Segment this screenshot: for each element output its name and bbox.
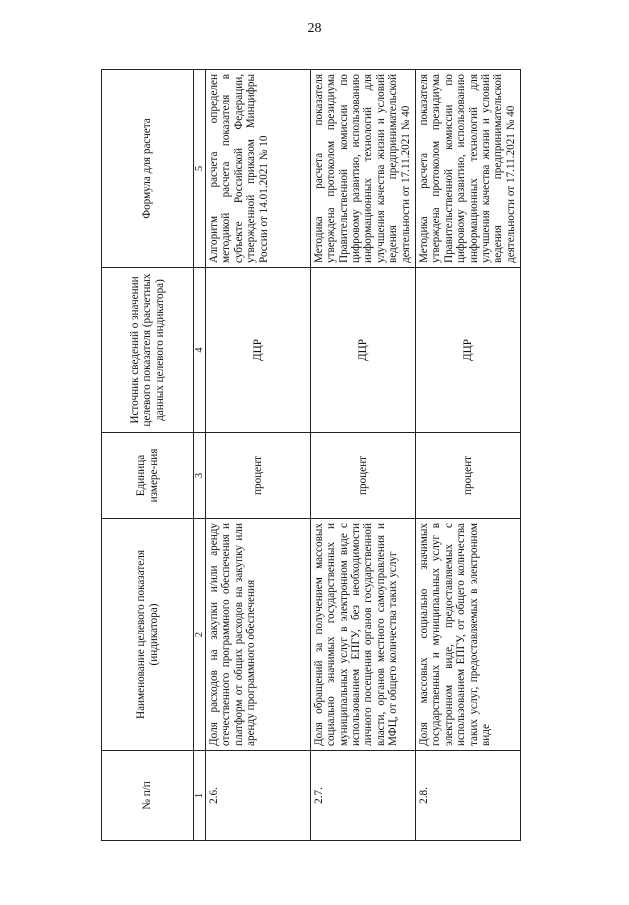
- table-header-row: [102, 70, 194, 841]
- header-source: Источник сведений о значении целевого показателя (расчетных данных целевого индикатора): [102, 268, 194, 433]
- row-number: 2.8.: [415, 751, 520, 841]
- row-number: 2.6.: [206, 751, 311, 841]
- formula-cell: Алгоритм расчета определен методикой расчета показателя в субъекте Российской Федерации, утвержденной приказом Минцифры России от 14.01.2021 № 10: [206, 70, 311, 268]
- indicator-name: Доля расходов на закупки и/или аренду отечественного программного обеспечения и платформ от общих расходов на закупку или аренду программного обеспечения: [206, 519, 311, 751]
- column-number: 4: [194, 268, 206, 433]
- table-row: [310, 70, 415, 841]
- formula-cell: Методика расчета показателя утверждена протоколом президиума Правительственной комиссии по цифровому развитию, использованию информационных технологий для улучшения качества жизни и условий ведения предпринимательской деятельности от 17.11.2021 № 40: [415, 70, 520, 268]
- header-formula: Формула для расчета: [102, 70, 194, 268]
- header-unit: Единица измере-ния: [102, 433, 194, 519]
- page-number: 28: [307, 21, 322, 36]
- header-num: № п/п: [102, 751, 194, 841]
- unit-cell: процент: [310, 433, 415, 519]
- source-cell: ДЦР: [206, 268, 311, 433]
- unit-cell: процент: [415, 433, 520, 519]
- table-row: [415, 70, 520, 841]
- column-number: 2: [194, 519, 206, 751]
- unit-cell: процент: [206, 433, 311, 519]
- column-number: 1: [194, 751, 206, 841]
- table-row: [206, 70, 311, 841]
- rotated-table-container: [101, 70, 521, 841]
- column-number: 5: [194, 70, 206, 268]
- indicator-name: Доля обращений за получением массовых социально значимых государственных и муниципальных услуг в электронном виде с использованием ЕПГУ, без необходимости личного посещения органов государственной власти, органов местного самоуправления и МФЦ, от общего количества таких услуг: [310, 519, 415, 751]
- indicator-name: Доля массовых социально значимых государственных и муниципальных услуг в электронном виде, предоставляемых с использованием ЕПГУ, от общего количества таких услуг, предоставляемых в электронном виде: [415, 519, 520, 751]
- source-cell: ДЦР: [415, 268, 520, 433]
- source-cell: ДЦР: [310, 268, 415, 433]
- indicator-table: [101, 69, 521, 841]
- header-name: Наименование целевого показателя (индикатора): [102, 519, 194, 751]
- formula-cell: Методика расчета показателя утверждена протоколом президиума Правительственной комиссии по цифровому развитию, использованию информационных технологий для улучшения качества жизни и условий ведения предпринимательской деятельности от 17.11.2021 № 40: [310, 70, 415, 268]
- column-number-row: [194, 70, 206, 841]
- column-number: 3: [194, 433, 206, 519]
- row-number: 2.7.: [310, 751, 415, 841]
